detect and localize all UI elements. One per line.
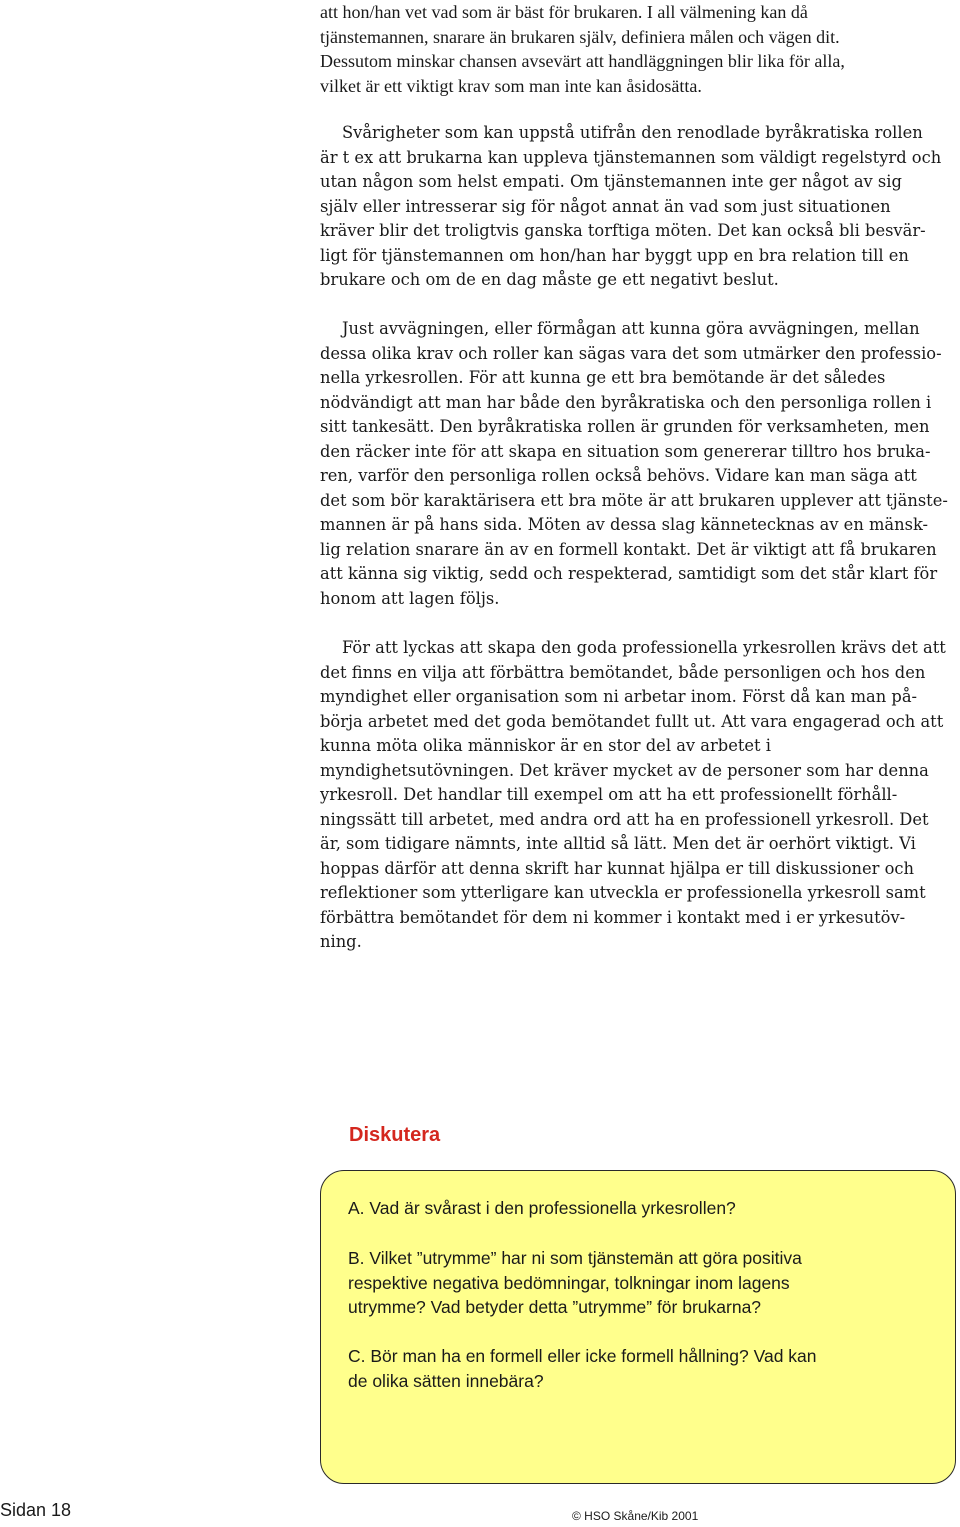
text-line: att känna sig viktig, sedd och respekterad, samtidigt som det står klart för	[320, 564, 938, 583]
text-line: kunna möta olika människor är en stor del av arbetet i	[320, 736, 771, 755]
text-line: reflektioner som ytterligare kan utveckla er professionella yrkesroll samt	[320, 883, 926, 902]
text-line: utan någon som helst empati. Om tjänstemannen inte ger något av sig	[320, 172, 902, 191]
text-line: Svårigheter som kan uppstå utifrån den renodlade byråkratiska rollen	[342, 123, 923, 142]
question-line: de olika sätten innebära?	[348, 1370, 544, 1391]
paragraph-balance	[320, 317, 952, 611]
text-line: yrkesroll. Det handlar till exempel om att ha ett professionellt förhåll-	[320, 785, 898, 804]
page-number: Sidan 18	[0, 1500, 72, 1520]
question-line: A. Vad är svårast i den professionella yrkesrollen?	[348, 1198, 736, 1218]
text-line: den räcker inte för att skapa en situation som genererar tilltro hos bruka-	[320, 441, 931, 461]
text-line: det som bör karaktärisera ett bra möte är att brukaren upplever att tjänste-	[320, 490, 948, 510]
text-line: För att lyckas att skapa den goda professionella yrkesrollen krävs det att	[342, 638, 946, 657]
text-line: ningssätt till arbetet, med andra ord att ha en professionell yrkesroll. Det	[320, 809, 929, 829]
text-line: ren, varför den personliga rollen också behövs. Vidare kan man säga att	[320, 466, 917, 485]
text-line: dessa olika krav och roller kan sägas vara det som utmärker den professio-	[320, 343, 942, 363]
question-line: respektive negativa bedömningar, tolkningar inom lagens	[348, 1272, 790, 1293]
discussion-question-b	[348, 1246, 948, 1320]
text-line: lig relation snarare än av en formell kontakt. Det är viktigt att få brukaren	[320, 539, 937, 559]
text-line: förbättra bemötandet för dem ni kommer i kontakt med i er yrkesutöv-	[320, 907, 906, 927]
paragraph-intro-continuation	[320, 0, 952, 98]
text-line: att hon/han vet vad som är bäst för brukaren. I all välmening kan då	[320, 2, 808, 22]
discussion-question-a	[348, 1196, 948, 1221]
text-line: brukare och om de en dag måste ge ett negativt beslut.	[320, 270, 779, 289]
text-line: myndighet eller organisation som ni arbetar inom. Först då kan man på-	[320, 687, 918, 706]
question-line: C. Bör man ha en formell eller icke formell hållning? Vad kan	[348, 1346, 817, 1366]
copyright-notice: © HSO Skåne/Kib 2001	[572, 1509, 699, 1523]
discussion-heading: Diskutera	[349, 1124, 441, 1146]
text-line: mannen är på hans sida. Möten av dessa slag kännetecknas av en mänsk-	[320, 515, 929, 534]
text-line: tjänstemannen, snarare än brukaren själv, definiera målen och vägen dit.	[320, 26, 840, 47]
text-line: Just avvägningen, eller förmågan att kunna göra avvägningen, mellan	[342, 319, 920, 338]
text-line: hoppas därför att denna skrift har kunnat hjälpa er till diskussioner och	[320, 858, 915, 878]
text-line: honom att lagen följs.	[320, 588, 500, 608]
paragraph-conclusion	[320, 636, 952, 955]
text-line: Dessutom minskar chansen avsevärt att handläggningen blir lika för alla,	[320, 51, 845, 71]
discussion-question-c	[348, 1344, 948, 1393]
text-line: ligt för tjänstemannen om hon/han har byggt upp en bra relation till en	[320, 245, 909, 265]
question-line: B. Vilket ”utrymme” har ni som tjänstemän att göra positiva	[348, 1248, 802, 1268]
text-line: börja arbetet med det goda bemötandet fullt ut. Att vara engagerad och att	[320, 711, 944, 731]
text-line: nödvändigt att man har både den byråkratiska och den personliga rollen i	[320, 392, 932, 412]
text-line: sitt tankesätt. Den byråkratiska rollen är grunden för verksamheten, men	[320, 417, 930, 436]
paragraph-difficulties	[320, 121, 952, 293]
text-line: kräver blir det troligtvis ganska torftiga möten. Det kan också bli besvär-	[320, 221, 926, 240]
question-line: utrymme? Vad betyder detta ”utrymme” för brukarna?	[348, 1297, 762, 1317]
text-line: det finns en vilja att förbättra bemötandet, både personligen och hos den	[320, 662, 926, 682]
text-line: är t ex att brukarna kan uppleva tjänstemannen som väldigt regelstyrd och	[320, 147, 942, 167]
text-line: vilket är ett viktigt krav som man inte kan åsidosätta.	[320, 75, 702, 96]
text-line: själv eller intresserar sig för något annat än vad som just situationen	[320, 196, 891, 216]
text-line: ning.	[320, 932, 362, 951]
text-line: myndighetsutövningen. Det kräver mycket av de personer som har denna	[320, 760, 929, 780]
text-line: är, som tidigare nämnts, inte alltid så lätt. Men det är oerhört viktigt. Vi	[320, 834, 916, 853]
text-line: nella yrkesrollen. För att kunna ge ett bra bemötande är det således	[320, 368, 886, 387]
